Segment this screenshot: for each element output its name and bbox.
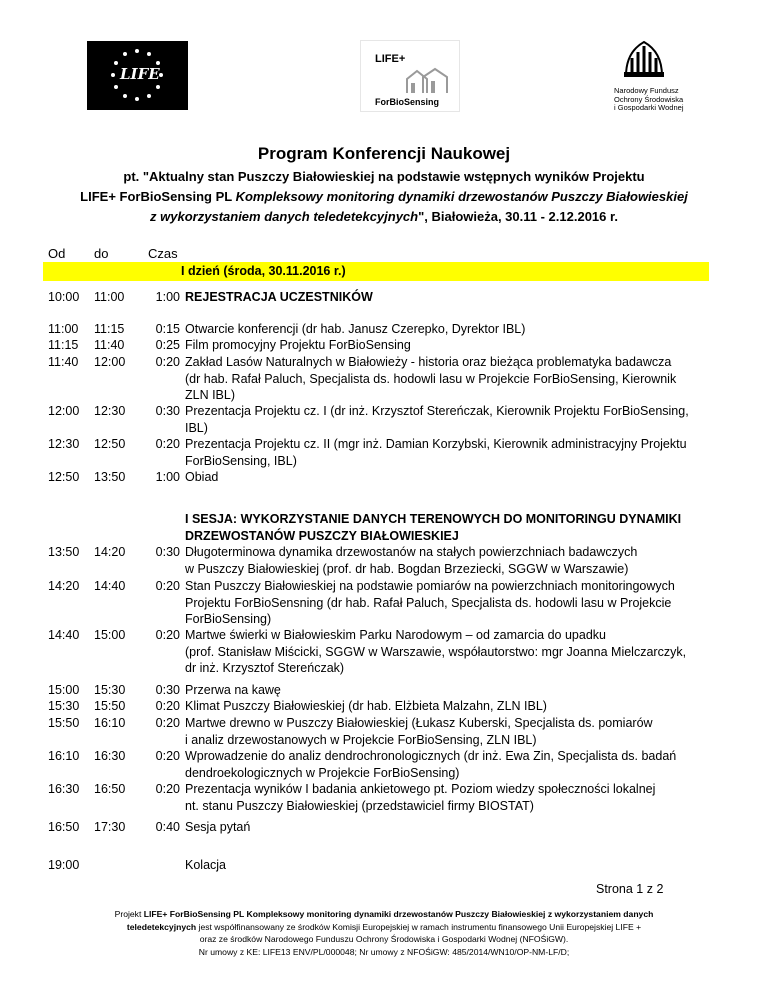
duration: 0:30 (155, 404, 180, 418)
page-number: Strona 1 z 2 (596, 882, 664, 896)
description-line: REJESTRACJA UCZESTNIKÓW (185, 290, 373, 304)
time-to: 12:00 (94, 355, 126, 369)
time-from: 12:30 (48, 437, 80, 451)
forbiosensing-label: ForBioSensing (375, 97, 440, 107)
description-line: Martwe świerki w Białowieskim Parku Narodowym – od zamarcia do upadku (185, 628, 606, 642)
session-description (185, 781, 725, 814)
session-description (185, 748, 725, 781)
time-from: 11:00 (48, 322, 79, 336)
description-line: nt. stanu Puszczy Białowieskiej (przedstawiciel firmy BIOSTAT) (185, 798, 534, 813)
time-from: 19:00 (48, 858, 80, 872)
session-description (185, 698, 725, 715)
duration: 0:20 (155, 749, 180, 763)
description-line: dr inż. Krzysztof Stereńczak) (185, 661, 345, 675)
duration: 0:30 (155, 545, 180, 559)
description-line: w Puszczy Białowieskiej (prof. dr hab. Bogdan Brzeziecki, SGGW w Warszawie) (185, 561, 629, 576)
nfosigw-emblem-icon (622, 38, 666, 78)
duration: 0:40 (155, 820, 180, 834)
nfosigw-logo (600, 38, 690, 114)
duration: 1:00 (155, 290, 180, 304)
session-description (185, 403, 725, 436)
duration: 0:20 (155, 355, 180, 369)
subtitle-project-name-cont: z wykorzystaniem danych teledetekcyjnych (150, 209, 419, 224)
session-description (185, 436, 725, 469)
description-line: ForBioSensing) (185, 612, 272, 626)
footer-line: Nr umowy z KE: LIFE13 ENV/PL/000048; Nr umowy z NFOŚiGW: 485/2014/WN10/OP-NM-LF/D; (198, 946, 570, 957)
description-line: Martwe drewno w Puszczy Białowieskiej (Łukasz Kuberski, Specjalista ds. pomiarów (185, 716, 653, 730)
description-line: Przerwa na kawę (185, 683, 281, 697)
session-description (185, 511, 725, 544)
description-line: IBL) (185, 420, 208, 435)
logo-bar (0, 36, 768, 116)
time-from: 13:50 (48, 545, 80, 559)
footer-line (60, 921, 708, 934)
description-line: DRZEWOSTANÓW PUSZCZY BIAŁOWIESKIEJ (185, 528, 459, 543)
session-description (185, 578, 725, 628)
description-line: Projektu ForBioSensning (dr hab. Rafał Paluch, Specjalista ds. hodowli lasu w Projekcie (185, 595, 672, 610)
time-to: 11:40 (94, 338, 125, 352)
session-description (185, 857, 725, 874)
description-line: I SESJA: WYKORZYSTANIE DANYCH TERENOWYCH DO MONITORINGU DYNAMIKI (185, 512, 682, 526)
description-line: Obiad (185, 470, 219, 484)
duration: 0:25 (155, 338, 180, 352)
session-description (185, 682, 725, 699)
time-to: 16:50 (94, 782, 126, 796)
description-line: (prof. Stanisław Miścicki, SGGW w Warszawie, współautorstwo: mgr Joanna Mielczarczyk, (185, 644, 687, 659)
session-description (185, 627, 725, 677)
subtitle-place-date: ", Białowieża, 30.11 - 2.12.2016 r. (418, 209, 618, 224)
description-line: Kolacja (185, 858, 226, 872)
time-to: 16:10 (94, 716, 126, 730)
footer-prefix: Projekt (114, 909, 144, 919)
footer-project-cont: teledetekcyjnych (126, 921, 197, 932)
time-from: 12:00 (48, 404, 80, 418)
description-line: (dr hab. Rafał Paluch, Specjalista ds. hodowli lasu w Projekcie ForBioSensing, Kierownik (185, 371, 677, 386)
time-to: 15:00 (94, 628, 126, 642)
duration: 0:20 (155, 716, 180, 730)
description-line: ZLN IBL) (185, 388, 236, 402)
description-line: Stan Puszczy Białowieskiej na podstawie pomiarów na powierzchniach monitoringowych (185, 579, 675, 593)
time-from: 11:15 (48, 338, 79, 352)
eu-life-logo (87, 41, 188, 110)
forbiosensing-logo (360, 40, 460, 112)
trees-icon (405, 67, 449, 95)
time-from: 15:30 (48, 699, 80, 713)
column-to: do (94, 246, 109, 261)
time-to: 11:00 (94, 290, 125, 304)
duration: 0:20 (155, 628, 180, 642)
duration: 0:20 (155, 699, 180, 713)
duration: 0:15 (155, 322, 180, 336)
description-line: Zakład Lasów Naturalnych w Białowieży - historia oraz bieżąca problematyka badawcza (185, 355, 672, 369)
nfosigw-line: Narodowy Fundusz (614, 86, 679, 95)
duration: 0:20 (155, 579, 180, 593)
description-line: Otwarcie konferencji (dr hab. Janusz Czerepko, Dyrektor IBL) (185, 322, 526, 336)
description-line: Prezentacja wyników I badania ankietowego pt. Poziom wiedzy społeczności lokalnej (185, 782, 656, 796)
session-description (185, 337, 725, 354)
description-line: Prezentacja Projektu cz. I (dr inż. Krzysztof Stereńczak, Kierownik Projektu ForBioSensing, (185, 404, 689, 418)
time-from: 14:20 (48, 579, 80, 593)
eu-life-wordmark: LIFE (120, 65, 160, 83)
day-label: I dzień (środa, 30.11.2016 r.) (181, 264, 346, 278)
nfosigw-text (614, 87, 704, 113)
life-plus-label: LIFE+ (375, 53, 406, 65)
session-description (185, 715, 725, 748)
time-to: 15:50 (94, 699, 126, 713)
time-to: 12:30 (94, 404, 126, 418)
time-from: 16:30 (48, 782, 80, 796)
session-description (185, 544, 725, 577)
footer-project: LIFE+ ForBioSensing PL Kompleksowy monitoring dynamiki drzewostanów Puszczy Białowieskiej z wykorzystaniem danych (143, 909, 654, 919)
title-block (0, 143, 768, 227)
time-to: 14:20 (94, 545, 126, 559)
time-to: 12:50 (94, 437, 126, 451)
session-description (185, 819, 725, 836)
session-description (185, 321, 725, 338)
description-line: Klimat Puszczy Białowieskiej (dr hab. Elżbieta Malzahn, ZLN IBL) (185, 699, 547, 713)
session-description (185, 289, 725, 306)
description-line: Wprowadzenie do analiz dendrochronologicznych (dr inż. Ewa Zin, Specjalista ds. badań (185, 749, 677, 763)
session-description (185, 354, 725, 404)
page-title: Program Konferencji Naukowej (257, 144, 511, 163)
subtitle (0, 167, 768, 227)
session-description (185, 469, 725, 486)
time-to: 14:40 (94, 579, 126, 593)
footer-line (60, 908, 708, 921)
description-line: Prezentacja Projektu cz. II (mgr inż. Damian Korzybski, Kierownik administracyjny Projektu (185, 437, 687, 451)
time-from: 11:40 (48, 355, 79, 369)
subtitle-project-name: Kompleksowy monitoring dynamiki drzewostanów Puszczy Białowieskiej (235, 189, 688, 204)
duration: 1:00 (155, 470, 180, 484)
time-from: 16:50 (48, 820, 80, 834)
footer-funding: jest współfinansowany ze środków Komisji Europejskiej w ramach instrumentu finansowego Unii Europejskiej LIFE + (196, 921, 642, 932)
description-line: i analiz drzewostanowych w Projekcie ForBioSensing, ZLN IBL) (185, 732, 537, 747)
time-from: 10:00 (48, 290, 80, 304)
duration: 0:20 (155, 782, 180, 796)
nfosigw-line: i Gospodarki Wodnej (614, 103, 684, 113)
time-from: 15:50 (48, 716, 80, 730)
subtitle-line (0, 187, 768, 207)
time-from: 14:40 (48, 628, 80, 642)
column-duration: Czas (148, 246, 178, 261)
subtitle-line: pt. "Aktualny stan Puszczy Białowieskiej na podstawie wstępnych wyników Projektu (123, 169, 645, 184)
column-from: Od (48, 246, 66, 261)
time-from: 12:50 (48, 470, 80, 484)
subtitle-line (0, 207, 768, 227)
time-to: 15:30 (94, 683, 126, 697)
time-to: 13:50 (94, 470, 126, 484)
day-header (43, 262, 709, 281)
nfosigw-line: Ochrony Środowiska (614, 94, 684, 104)
time-from: 15:00 (48, 683, 80, 697)
time-from: 16:10 (48, 749, 80, 763)
description-line: Sesja pytań (185, 820, 251, 834)
description-line: ForBioSensing, IBL) (185, 453, 297, 468)
description-line: Film promocyjny Projektu ForBioSensing (185, 338, 411, 352)
time-to: 11:15 (94, 322, 125, 336)
description-line: dendroekologicznych w Projekcie ForBioSensing) (185, 765, 460, 780)
description-line: Długoterminowa dynamika drzewostanów na stałych powierzchniach badawczych (185, 545, 638, 559)
duration: 0:20 (155, 437, 180, 451)
subtitle-project: LIFE+ ForBioSensing PL (80, 189, 236, 204)
time-to: 16:30 (94, 749, 126, 763)
time-to: 17:30 (94, 820, 126, 834)
footer (60, 908, 708, 958)
footer-line: oraz ze środków Narodowego Funduszu Ochrony Środowiska i Gospodarki Wodnej (NFOŚiGW). (199, 934, 569, 944)
duration: 0:30 (155, 683, 180, 697)
